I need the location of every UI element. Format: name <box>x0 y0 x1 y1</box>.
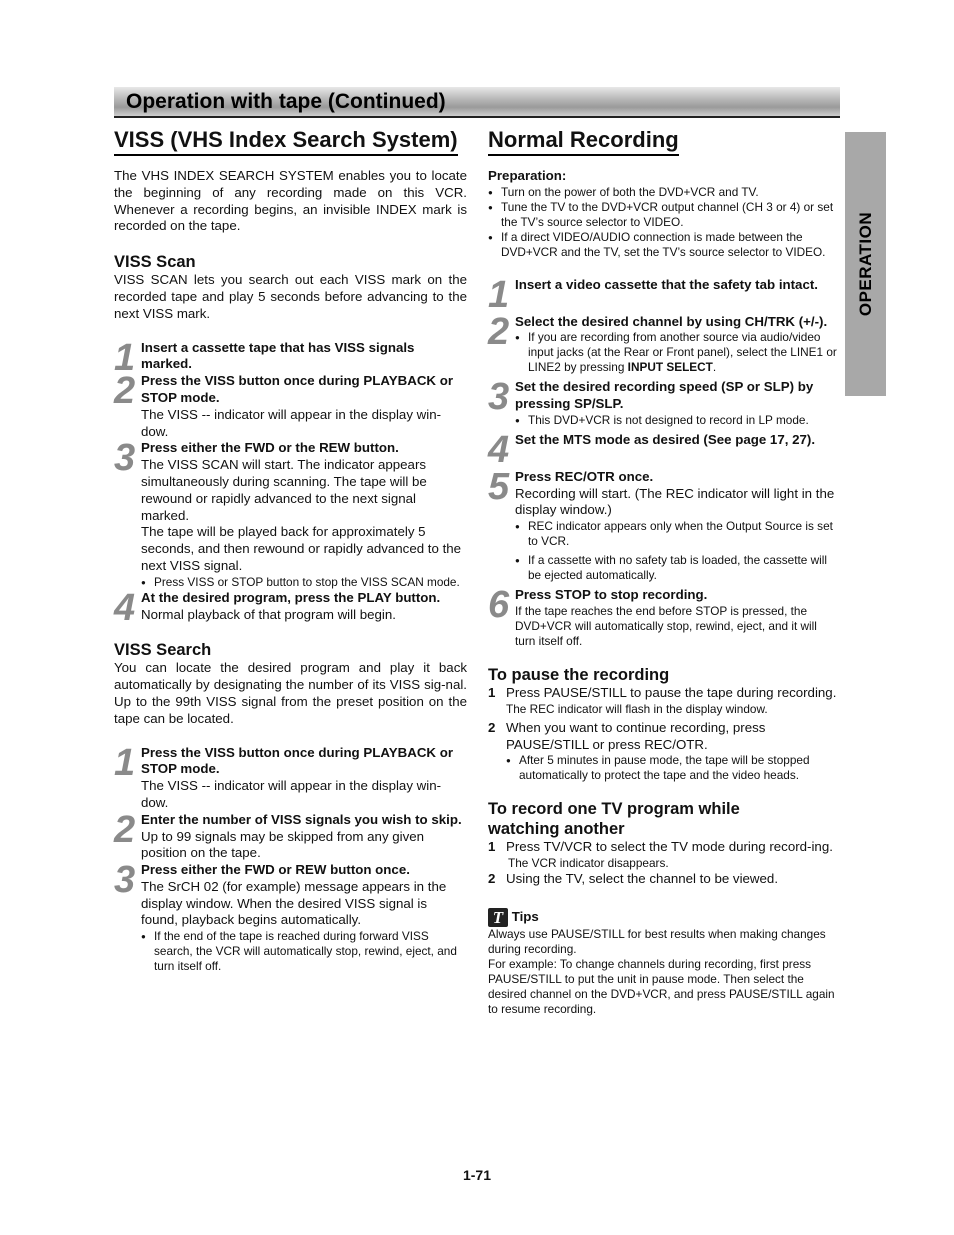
scan-step-4 <box>114 586 467 629</box>
rec-step-2 <box>488 310 840 376</box>
rec-step-5 <box>488 465 840 583</box>
step-text: The VISS -- indicator will appear in the display win-dow. <box>141 406 442 439</box>
section-header-title: Operation with tape (Continued) <box>126 90 446 113</box>
step-number: 1 <box>114 336 134 379</box>
step-number: 2 <box>114 808 134 851</box>
preparation-title: Preparation: <box>488 168 567 183</box>
search-step-1 <box>114 741 467 812</box>
step-note: ● If you are recording from another source via audio/video input jacks (at the Rear or Front panel), select the LINE1 or LINE2 by pressing INPUT SELECT. <box>515 330 840 375</box>
item-number: 1 <box>488 839 496 855</box>
pause-item-2 <box>488 720 840 784</box>
search-step-2 <box>114 808 467 862</box>
step-number: 2 <box>114 370 134 413</box>
tips-block <box>488 908 840 1017</box>
step-heading: Select the desired channel by using CH/TRK (+/-). <box>515 313 828 329</box>
rec-step-3 <box>488 376 840 428</box>
step-number: 5 <box>488 465 508 508</box>
search-step-3 <box>114 859 467 974</box>
item-small-text: The REC indicator will flash in the display window. <box>506 701 768 716</box>
pause-title: To pause the recording <box>488 665 670 684</box>
viss-search-intro: You can locate the desired program and play it back automatically by designating the number of its VISS sig-nal. Up to the 99th VISS signal from the preset position on the tape can be located. <box>114 660 467 726</box>
step-small-text: If the tape reaches the end before STOP is pressed, the DVD+VCR will automatically stop, rewind, eject, and it will turn itself off. <box>515 603 817 648</box>
normal-recording-title: Normal Recording <box>488 126 679 156</box>
step-heading: Press either the FWD or the REW button. <box>141 440 399 456</box>
step-heading: Press the VISS button once during PLAYBACK or STOP mode. <box>141 744 454 777</box>
viss-intro: The VHS INDEX SEARCH SYSTEM enables you to locate the beginning of any recording made on this VCR. Whenever a recording begins, an invisible INDEX mark is recorded on the tape. <box>114 168 467 234</box>
step-text: Recording will start. (The REC indicator will light in the display window.) <box>515 485 835 518</box>
step-heading: Press REC/OTR once. <box>515 468 654 484</box>
viss-search-title: VISS Search <box>114 641 212 660</box>
step-number: 4 <box>488 428 508 471</box>
right-column <box>488 126 840 1017</box>
item-number: 2 <box>488 871 496 887</box>
side-tab <box>845 132 886 396</box>
viss-scan-intro: VISS SCAN lets you search out each VISS mark on the recorded tape and play 5 seconds before advancing to the next VISS mark. <box>114 272 467 321</box>
step-heading: Insert a cassette tape that has VISS signals marked. <box>141 339 415 372</box>
prep-item: ● If a direct VIDEO/AUDIO connection is made between the DVD+VCR and the TV, set the TV’s source selector to VIDEO. <box>488 230 840 260</box>
prep-item: ● Turn on the power of both the DVD+VCR and TV. <box>488 185 840 200</box>
pause-item-1 <box>488 685 840 717</box>
left-column <box>114 126 467 974</box>
step-text-2: The tape will be played back for approximately 5 seconds, and then rewound or rapidly advanced to the next VISS signal. <box>141 524 462 573</box>
step-note-2: ● If a cassette with no safety tab is loaded, the cassette will be ejected automatically. <box>515 553 840 583</box>
input-select-label: INPUT SELECT <box>627 360 713 375</box>
rec-step-1 <box>488 273 840 316</box>
side-tab-label: OPERATION <box>855 211 875 317</box>
watch-title: To record one TV program while watching another <box>488 800 740 839</box>
step-text: Normal playback of that program will begin. <box>141 606 396 622</box>
step-number: 1 <box>114 741 134 784</box>
step-number: 3 <box>488 376 508 419</box>
rec-step-6 <box>488 584 840 649</box>
step-note: ● REC indicator appears only when the Output Source is set to VCR. <box>515 519 840 549</box>
item-small-text: The VCR indicator disappears. <box>508 856 669 871</box>
step-number: 6 <box>488 584 508 627</box>
step-note: ● This DVD+VCR is not designed to record in LP mode. <box>515 413 840 428</box>
section-header-bar <box>114 87 840 118</box>
item-number: 2 <box>488 719 496 735</box>
item-number: 1 <box>488 684 496 700</box>
step-text: The SrCH 02 (for example) message appears in the display window. When the desired VISS signal is found, playback begins automatically. <box>141 878 447 928</box>
item-text: When you want to continue recording, press PAUSE/STILL or press REC/OTR. <box>506 719 766 752</box>
tips-label: Tips <box>511 908 539 924</box>
item-text: Press PAUSE/STILL to pause the tape during recording. <box>506 684 837 700</box>
step-heading: Set the desired recording speed (SP or SLP) by pressing SP/SLP. <box>515 379 814 412</box>
tips-heading <box>488 908 840 927</box>
item-text: Using the TV, select the channel to be viewed. <box>506 871 779 887</box>
step-number: 1 <box>488 273 508 316</box>
watch-item-1 <box>488 839 840 871</box>
step-note: ● Press VISS or STOP button to stop the VISS SCAN mode. <box>141 575 467 590</box>
step-heading: Enter the number of VISS signals you wish to skip. <box>141 811 462 827</box>
step-text: The VISS -- indicator will appear in the display win-dow. <box>141 778 442 810</box>
step-number: 3 <box>114 437 134 480</box>
tips-icon: T <box>488 908 508 927</box>
scan-step-3 <box>114 437 467 589</box>
tips-text-2: For example: To change channels during recording, first press PAUSE/STILL to put the unit in pause mode. Then select the desired channel on the DVD+VCR, and press PAUSE/STILL again to resume recording. <box>488 956 835 1016</box>
rec-step-4 <box>488 428 840 471</box>
step-number: 4 <box>114 586 134 629</box>
item-note: ● After 5 minutes in pause mode, the tape will be stopped automatically to protect the tape and the video heads. <box>506 753 840 783</box>
step-heading: Press the VISS button once during PLAYBACK or STOP mode. <box>141 373 454 405</box>
page-number: 1-71 <box>462 1167 492 1183</box>
step-heading: Insert a video cassette that the safety tab intact. <box>515 276 818 292</box>
scan-step-2 <box>114 370 467 440</box>
tips-text-1: Always use PAUSE/STILL for best results when making changes during recording. <box>488 926 826 956</box>
step-heading: Press STOP to stop recording. <box>515 587 708 603</box>
step-number: 3 <box>114 859 134 902</box>
item-text: Press TV/VCR to select the TV mode during record-ing. <box>506 839 833 855</box>
viss-scan-title: VISS Scan <box>114 253 196 272</box>
prep-item: ● Tune the TV to the DVD+VCR output channel (CH 3 or 4) or set the TV’s source selector to VIDEO. <box>488 200 840 230</box>
step-heading: At the desired program, press the PLAY button. <box>141 589 441 605</box>
scan-step-1 <box>114 336 467 379</box>
step-note: ● If the end of the tape is reached during forward VISS search, the VCR will automatically stop, rewind, eject, and turn itself off. <box>141 929 467 974</box>
step-text: Up to 99 signals may be skipped from any given position on the tape. <box>141 828 425 861</box>
step-heading: Set the MTS mode as desired (See page 17, 27). <box>515 431 816 447</box>
step-number: 2 <box>488 310 508 353</box>
step-text: The VISS SCAN will start. The indicator appears simultaneously during scanning. The tape will be rewound or rapidly advanced to the next signal marked. <box>141 457 427 523</box>
watch-item-2 <box>488 871 840 888</box>
step-heading: Press either the FWD or REW button once. <box>141 862 410 878</box>
viss-title: VISS (VHS Index Search System) <box>114 126 458 156</box>
